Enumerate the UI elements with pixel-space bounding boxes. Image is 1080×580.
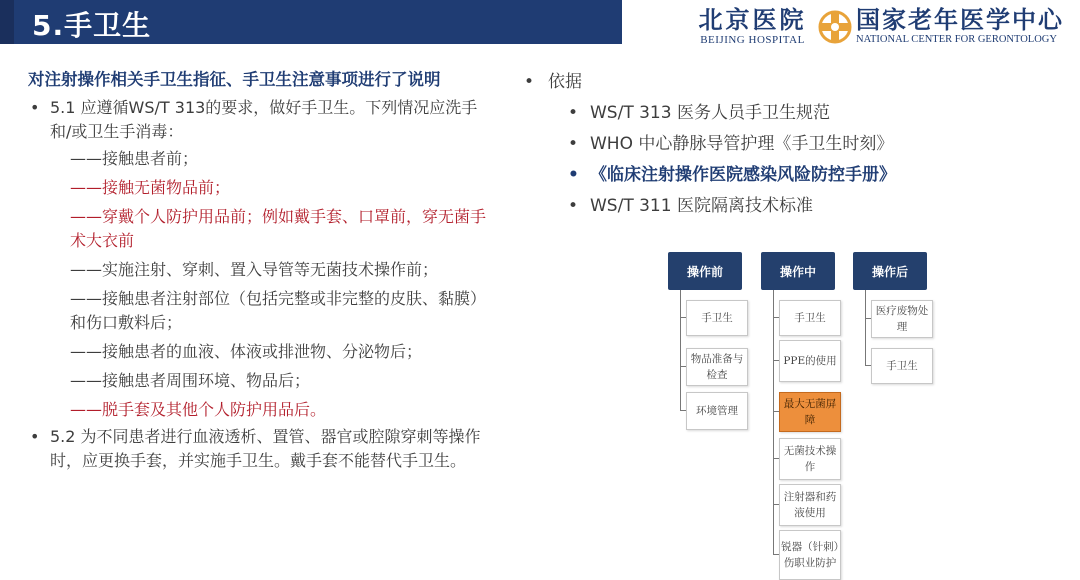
bullet-5-1 (28, 96, 488, 144)
flow-step: 物品准备与检查 (686, 348, 748, 386)
bullet-dot: • (30, 98, 40, 117)
flow-step: 无菌技术操作 (779, 438, 841, 480)
basis-heading (524, 70, 1044, 94)
flow-step: 手卫生 (686, 300, 748, 336)
indication-item: ——接触患者的血液、体液或排泄物、分泌物后； (70, 342, 423, 361)
basis-item-text: 《临床注射操作医院感染风险防控手册》 (590, 165, 896, 185)
basis-item (524, 132, 1044, 156)
flow-step: 环境管理 (686, 392, 748, 430)
flow-connector (865, 290, 866, 365)
left-content (28, 68, 488, 473)
indication-item: ——接触患者前； (70, 149, 199, 168)
beijing-hospital-name-cn: 北京医院 (698, 5, 807, 34)
beijing-hospital-name-en: BEIJING HOSPITAL (700, 34, 805, 46)
bullet-5-1-text: 5.1 应遵循WS/T 313的要求，做好手卫生。下列情况应洗手和/或卫生手消毒： (50, 98, 478, 141)
logo-area (690, 6, 1080, 54)
bullet-5-2 (28, 425, 488, 473)
basis-label: 依据 (548, 72, 582, 92)
basis-item-text: WHO 中心静脉导管护理《手卫生时刻》 (590, 134, 894, 154)
indication-item: ——接触患者周围环境、物品后； (70, 371, 311, 390)
page-title: 5.手卫生 (32, 9, 152, 42)
bullet-dot: • (568, 134, 579, 154)
flow-step: 最大无菌屏障 (779, 392, 841, 432)
national-center-emblem-icon (818, 10, 852, 44)
indication-item: ——接触无菌物品前； (70, 178, 231, 197)
right-content (524, 70, 1044, 218)
basis-item (524, 163, 1044, 187)
basis-list (524, 101, 1044, 218)
basis-item (524, 194, 1044, 218)
flow-step: 手卫生 (779, 300, 841, 336)
national-center-name-cn: 国家老年医学中心 (856, 5, 1064, 34)
section-heading: 对注射操作相关手卫生指征、手卫生注意事项进行了说明 (28, 70, 441, 89)
indication-list (28, 147, 488, 422)
indication-item: ——脱手套及其他个人防护用品后。 (70, 400, 327, 419)
indication-item: ——接触患者注射部位（包括完整或非完整的皮肤、黏膜）和伤口敷料后； (70, 289, 487, 332)
flow-step: 医疗废物处理 (871, 300, 933, 338)
bullet-dot: • (568, 103, 579, 123)
basis-item-text: WS/T 311 医院隔离技术标准 (590, 196, 813, 216)
bullet-dot: • (568, 196, 579, 216)
title-bar (0, 0, 622, 44)
basis-item (524, 101, 1044, 125)
flow-step: 手卫生 (871, 348, 933, 384)
national-center-logo (856, 6, 1080, 45)
basis-item-text: WS/T 313 医务人员手卫生规范 (590, 103, 830, 123)
flow-step: 锐器（针刺）伤职业防护 (779, 530, 841, 580)
indication-item: ——实施注射、穿刺、置入导管等无菌技术操作前； (70, 260, 439, 279)
beijing-hospital-logo (690, 6, 815, 46)
bullet-dot: • (524, 72, 535, 92)
national-center-name-en: NATIONAL CENTER FOR GERONTOLOGY (856, 34, 1057, 45)
flow-header: 操作中 (761, 252, 835, 290)
flow-connector (680, 290, 681, 410)
bullet-dot: • (30, 427, 40, 446)
bullet-dot: • (568, 165, 579, 185)
flow-connector (773, 290, 774, 554)
flow-header: 操作前 (668, 252, 742, 290)
flow-header: 操作后 (853, 252, 927, 290)
procedure-flow-diagram (666, 252, 936, 578)
indication-item: ——穿戴个人防护用品前；例如戴手套、口罩前，穿无菌手术大衣前 (70, 207, 487, 250)
bullet-5-2-text: 5.2 为不同患者进行血液透析、置管、器官或腔隙穿刺等操作时，应更换手套，并实施手卫生。戴手套不能替代手卫生。 (50, 427, 481, 470)
flow-step: 注射器和药液使用 (779, 484, 841, 526)
flow-step: PPE的使用 (779, 340, 841, 382)
